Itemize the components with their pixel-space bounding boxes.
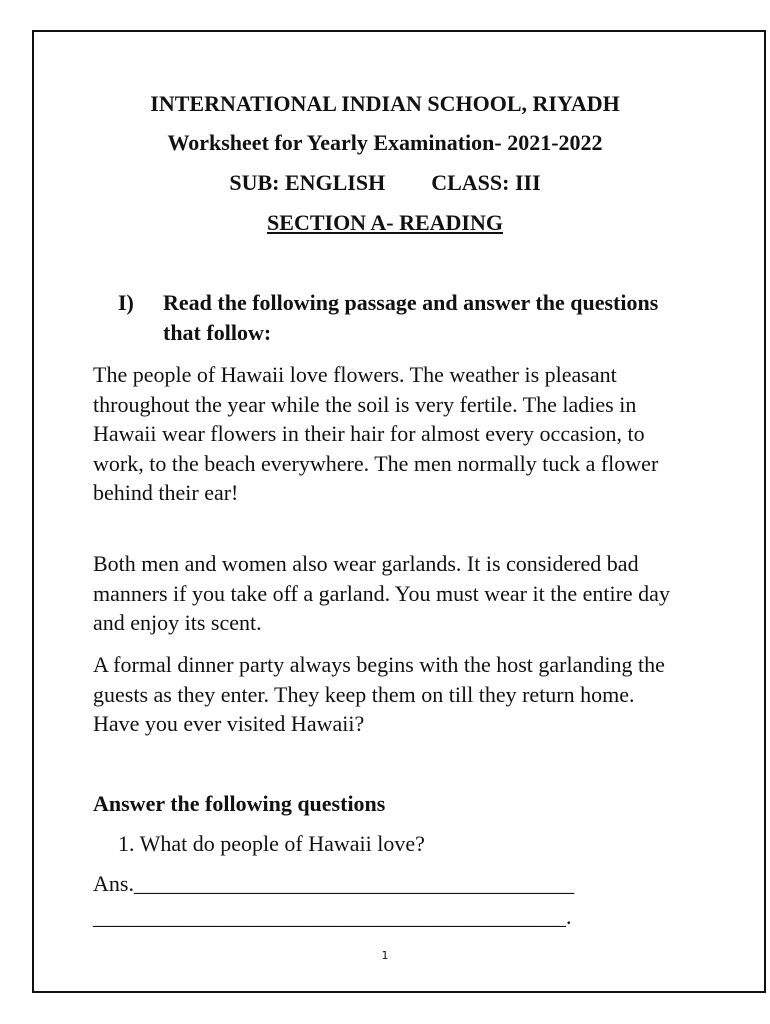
question-heading — [118, 288, 678, 348]
subject-class-line — [0, 170, 770, 196]
question-1-number: 1. — [118, 831, 135, 856]
school-name: INTERNATIONAL INDIAN SCHOOL, RIYADH — [150, 91, 620, 116]
passage-paragraph-3: A formal dinner party always begins with the host garlanding the guests as they enter. They keep them on till they return home. Have you ever visited Hawaii? — [93, 652, 665, 736]
worksheet-title: Worksheet for Yearly Examination- 2021-2022 — [167, 130, 603, 155]
answer-line-2 — [93, 903, 572, 931]
question-instruction: Read the following passage and answer the questions that follow: — [163, 290, 659, 345]
answer-prefix: Ans. — [93, 871, 134, 896]
question-number: I) — [118, 290, 134, 315]
answer-blank-2: ___________________________________________. — [93, 904, 572, 929]
answer-line-1 — [93, 870, 574, 898]
class-label: CLASS: III — [431, 170, 541, 195]
passage-paragraph-1: The people of Hawaii love flowers. The weather is pleasant throughout the year while the soil is very fertile. The ladies in Hawaii wear flowers in their hair for almost every occasion, to work, to the beach everywhere. The men normally tuck a flower behind their ear! — [93, 362, 659, 505]
page-number: 1 — [381, 949, 389, 962]
answer-section-heading: Answer the following questions — [93, 791, 386, 816]
question-1 — [118, 830, 425, 858]
passage-paragraph-2: Both men and women also wear garlands. It is considered bad manners if you take off a garland. You must wear it the entire day and enjoy its scent. — [93, 551, 670, 635]
section-title: SECTION A- READING — [267, 210, 503, 235]
subject-label: SUB: ENGLISH — [229, 170, 386, 195]
answer-blank-1: ________________________________________ — [133, 871, 574, 896]
question-1-text: What do people of Hawaii love? — [139, 831, 425, 856]
